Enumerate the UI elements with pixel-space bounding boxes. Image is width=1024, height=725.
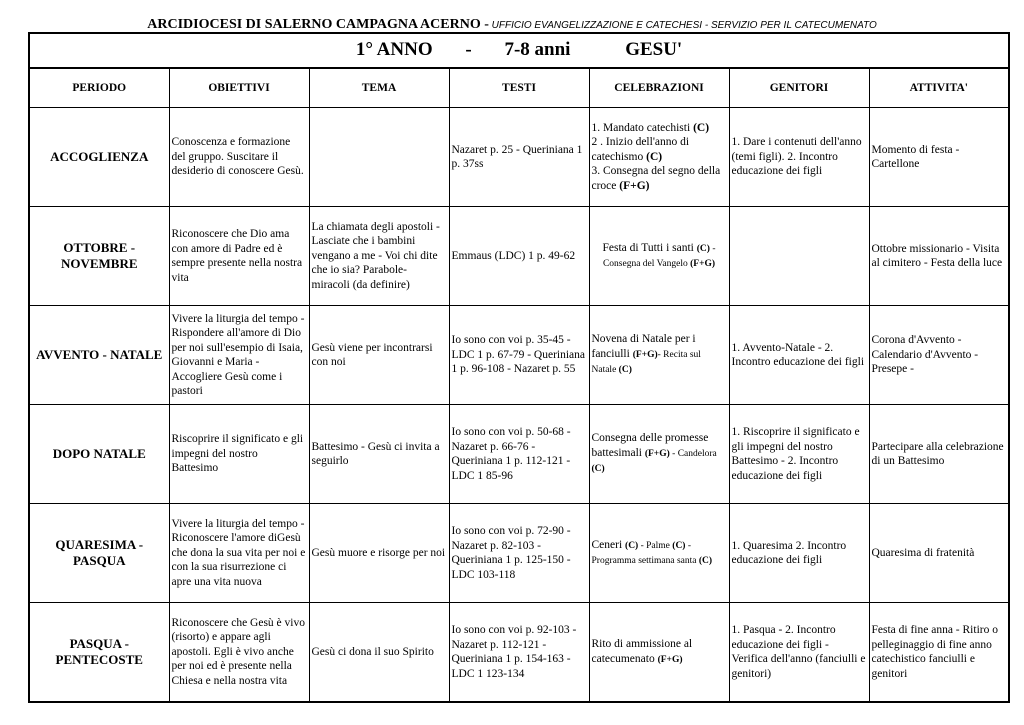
theme-cell: La chiamata degli apostoli - Lasciate che i bambini vengano a me - Voi chi dite che io sia? Parabole- miracoli (da definire) (309, 207, 449, 306)
celebrations-cell (589, 108, 729, 207)
celebration-text: - (709, 243, 716, 254)
activities-cell: Momento di festa - Cartellone (869, 108, 1009, 207)
program-table (28, 32, 1010, 703)
year-title (29, 33, 1009, 68)
parents-cell: 1. Riscoprire il significato e gli impegni del nostro Battesimo - 2. Incontro educazione dei figli (729, 405, 869, 504)
table-row (29, 306, 1009, 405)
celebration-tag: (F+G) (632, 349, 658, 360)
celebrations-cell (589, 504, 729, 603)
table-row (29, 207, 1009, 306)
celebration-text: - Palme (638, 540, 673, 551)
objectives-cell: Vivere la liturgia del tempo - Rispondere all'amore di Dio per noi sull'esempio di Isaia, Giovanni e Maria - Accogliere Gesù come i pastori (169, 306, 309, 405)
celebration-text: - Candelora (669, 448, 717, 459)
celebration-tag: (C) (618, 365, 632, 376)
texts-cell: Io sono con voi p. 92-103 - Nazaret p. 112-121 - Queriniana 1 p. 154-163 - LDC 1 123-134 (449, 603, 589, 703)
col-periodo: PERIODO (29, 68, 169, 108)
objectives-cell: Riscoprire il significato e gli impegni del nostro Battesimo (169, 405, 309, 504)
diocese-title: ARCIDIOCESI DI SALERNO CAMPAGNA ACERNO - (147, 17, 489, 32)
celebration-text: Consegna delle promesse battesimali (591, 432, 709, 459)
celebration-text: - Recita sul Natale (591, 349, 701, 376)
celebration-text: Consegna del Vangelo (602, 259, 691, 269)
celebrations-cell (589, 207, 729, 306)
celebration-tag: (C) (698, 556, 713, 566)
celebration-tag: (C) (646, 150, 663, 163)
activities-cell: Partecipare alla celebrazione di un Battesimo (869, 405, 1009, 504)
col-attivita: ATTIVITA' (869, 68, 1009, 108)
celebration-text: Ceneri (591, 538, 626, 551)
title-separator: - (465, 39, 472, 61)
activities-cell: Ottobre missionario - Visita al cimitero - Festa della luce (869, 207, 1009, 306)
celebration-text: 3. Consegna del segno della croce (591, 165, 721, 192)
year-label: 1° ANNO (355, 39, 433, 61)
activities-cell: Quaresima di fratenità (869, 504, 1009, 603)
col-tema: TEMA (309, 68, 449, 108)
table-row (29, 405, 1009, 504)
celebration-text: - Programma settimana santa (591, 540, 699, 566)
period-cell: DOPO NATALE (29, 405, 169, 504)
theme-name: GESU' (625, 39, 683, 61)
parents-cell (729, 207, 869, 306)
period-cell: PASQUA - PENTECOSTE (29, 603, 169, 703)
celebration-tag: (C) (591, 464, 605, 475)
period-cell: OTTOBRE - NOVEMBRE (29, 207, 169, 306)
activities-cell: Festa di fine anna - Ritiro o pelleginaggio di fine anno catechistico fanciulli e genitori (869, 603, 1009, 703)
parents-cell: 1. Quaresima 2. Incontro educazione dei figli (729, 504, 869, 603)
celebration-text: 1. Mandato catechisti (591, 121, 694, 134)
theme-cell: Gesù viene per incontrarsi con noi (309, 306, 449, 405)
period-cell: QUARESIMA - PASQUA (29, 504, 169, 603)
col-obiettivi: OBIETTIVI (169, 68, 309, 108)
celebrations-cell (589, 603, 729, 703)
celebration-text: Festa di Tutti i santi (602, 241, 697, 254)
col-genitori: GENITORI (729, 68, 869, 108)
period-cell: AVVENTO - NATALE (29, 306, 169, 405)
celebration-tag: (F+G) (644, 448, 670, 459)
parents-cell: 1. Pasqua - 2. Incontro educazione dei figli - Verifica dell'anno (fanciulli e genitori) (729, 603, 869, 703)
celebration-text: 2 . Inizio dell'anno di catechismo (591, 136, 690, 163)
celebrations-cell (589, 306, 729, 405)
texts-cell: Io sono con voi p. 35-45 - LDC 1 p. 67-79 - Queriniana 1 p. 96-108 - Nazaret p. 55 (449, 306, 589, 405)
celebration-tag: (C) (672, 540, 686, 551)
theme-cell: Battesimo - Gesù ci invita a seguirlo (309, 405, 449, 504)
objectives-cell: Conoscenza e formazione del gruppo. Suscitare il desiderio di conoscere Gesù. (169, 108, 309, 207)
texts-cell: Nazaret p. 25 - Queriniana 1 p. 37ss (449, 108, 589, 207)
age-label: 7-8 anni (504, 39, 571, 61)
celebration-tag: (F+G) (619, 179, 650, 192)
celebration-text: Rito di ammissione al catecumenato (591, 638, 693, 665)
celebrations-cell (589, 405, 729, 504)
document-header (0, 15, 1024, 33)
table-row (29, 504, 1009, 603)
objectives-cell: Riconoscere che Gesù è vivo (risorto) e appare agli apostoli. Egli è vivo anche per noi ed è presente nella Chiesa e nella nostra vita (169, 603, 309, 703)
celebration-tag: (C) (696, 243, 710, 254)
celebration-tag: (F+G) (690, 259, 716, 269)
texts-cell: Io sono con voi p. 50-68 - Nazaret p. 66-76 - Queriniana 1 p. 112-121 - LDC 1 85-96 (449, 405, 589, 504)
office-subtitle: UFFICIO EVANGELIZZAZIONE E CATECHESI - SERVIZIO PER IL CATECUMENATO (488, 20, 877, 31)
col-celebrazioni: CELEBRAZIONI (589, 68, 729, 108)
table-row (29, 108, 1009, 207)
column-header-row (29, 68, 1009, 108)
theme-cell: Gesù ci dona il suo Spirito (309, 603, 449, 703)
table-row (29, 603, 1009, 703)
col-testi: TESTI (449, 68, 589, 108)
period-cell: ACCOGLIENZA (29, 108, 169, 207)
celebration-tag: (C) (625, 540, 639, 551)
celebration-tag: (F+G) (657, 654, 683, 665)
year-title-row (29, 33, 1009, 68)
objectives-cell: Riconoscere che Dio ama con amore di Padre ed è sempre presente nella nostra vita (169, 207, 309, 306)
parents-cell: 1. Avvento-Natale - 2. Incontro educazione dei figli (729, 306, 869, 405)
theme-cell (309, 108, 449, 207)
objectives-cell: Vivere la liturgia del tempo - Riconoscere l'amore diGesù che dona la sua vita per noi e con la sua risurrezione ci apre una vita nuova (169, 504, 309, 603)
parents-cell: 1. Dare i contenuti dell'anno (temi figli). 2. Incontro educazione dei figli (729, 108, 869, 207)
celebration-text: Novena di Natale per i fanciulli (591, 333, 696, 360)
celebration-tag: (C) (693, 121, 710, 134)
texts-cell: Emmaus (LDC) 1 p. 49-62 (449, 207, 589, 306)
texts-cell: Io sono con voi p. 72-90 - Nazaret p. 82-103 - Queriniana 1 p. 125-150 - LDC 103-118 (449, 504, 589, 603)
theme-cell: Gesù muore e risorge per noi (309, 504, 449, 603)
activities-cell: Corona d'Avvento - Calendario d'Avvento - Presepe - (869, 306, 1009, 405)
